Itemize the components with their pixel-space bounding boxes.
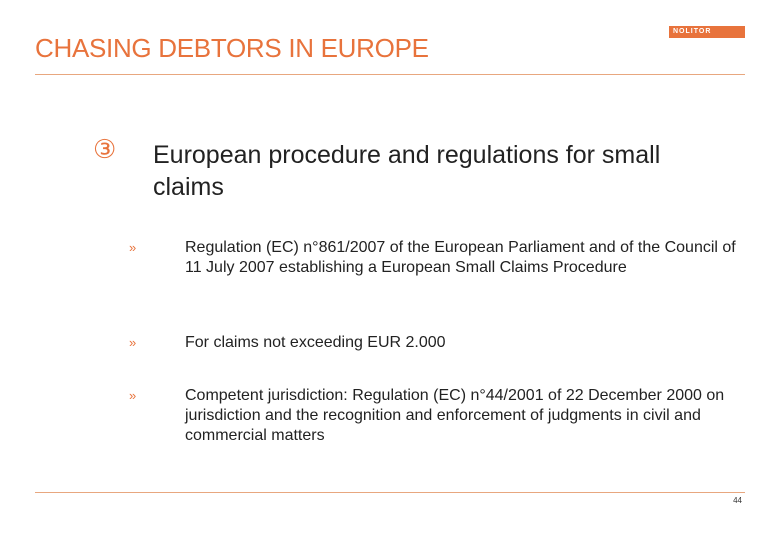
list-item-text: For claims not exceeding EUR 2.000 <box>185 334 446 351</box>
page-number: 44 <box>733 496 742 505</box>
list-item-text: Regulation (EC) n°861/2007 of the European Parliament and of the Council of 11 July 2007 establishing a European Small Claims Procedure <box>185 239 736 276</box>
bullet-icon: » <box>129 240 137 255</box>
footer-divider <box>35 492 745 493</box>
section-heading: European procedure and regulations for small claims <box>153 141 661 201</box>
section-number: ③ <box>93 134 117 164</box>
bullet-icon: » <box>129 388 137 403</box>
slide-title: CHASING DEBTORS IN EUROPE <box>35 33 429 63</box>
list-item-text: Competent jurisdiction: Regulation (EC) n°44/2001 of 22 December 2000 on jurisdiction and the recognition and enforcement of judgments in civil and commercial matters <box>185 387 725 444</box>
company-logo <box>669 26 745 38</box>
title-divider <box>35 74 745 75</box>
bullet-icon: » <box>129 335 137 350</box>
logo-text: NOLITOR <box>673 28 712 35</box>
